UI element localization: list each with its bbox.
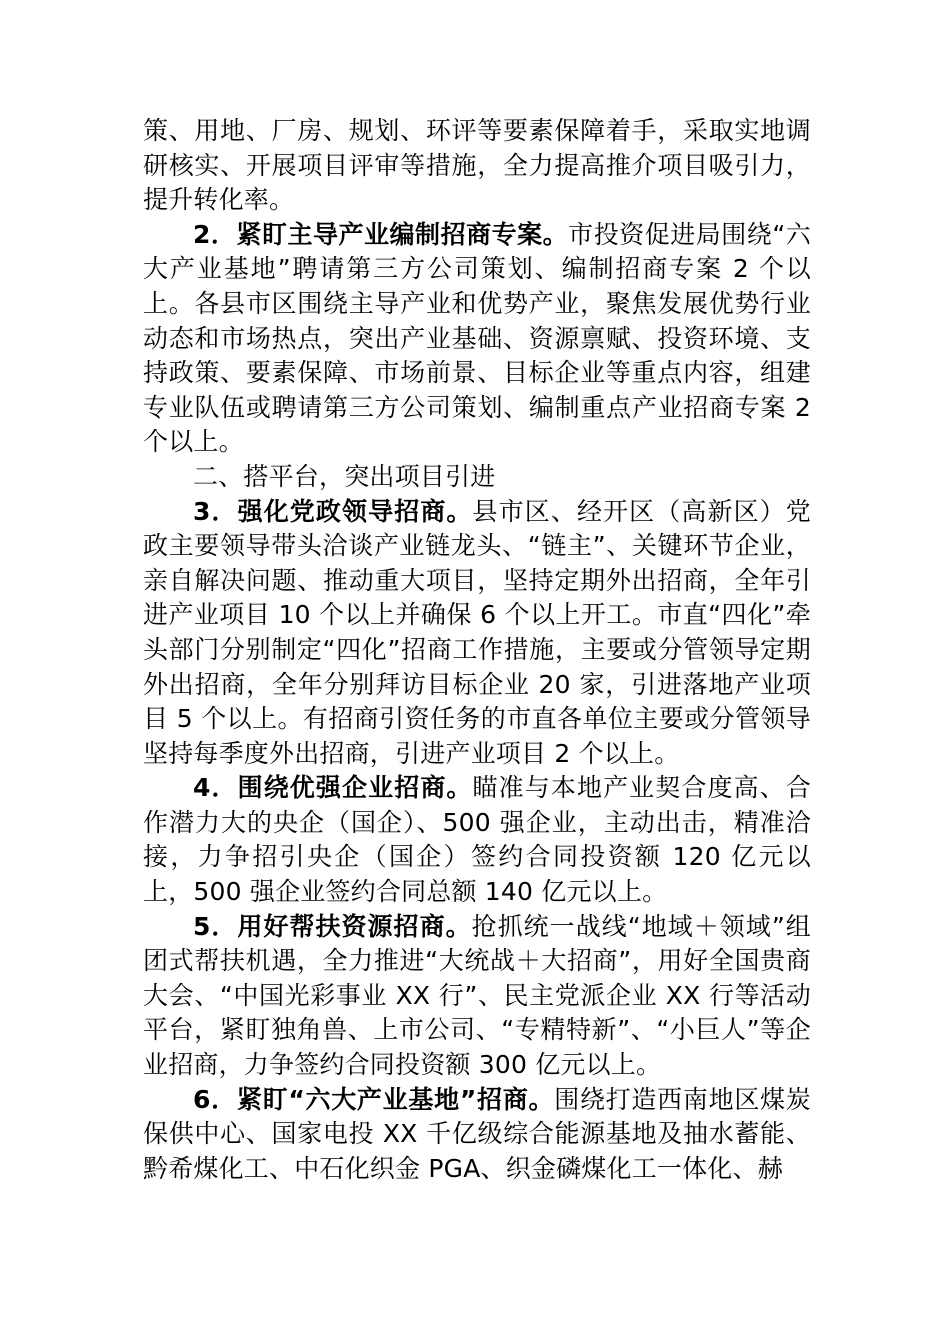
paragraph-continuation bbox=[143, 114, 811, 218]
section-heading-text: 二、搭平台，突出项目引进 bbox=[193, 461, 496, 491]
paragraph-text: 围绕打造西南地区煤炭保供中心、国家电投 XX 千亿级综合能源基地及抽水蓄能、黔希煤化工、中石化织金 PGA、织金磷煤化工一体化、赫 bbox=[143, 1084, 811, 1183]
paragraph-text: 瞄准与本地产业契合度高、合作潜力大的央企（国企）、500 强企业，主动出击，精准洽接，力争招引央企（国企）签约合同投资额 120 亿元以上，500 强企业签约合同总额 140 亿元以上。 bbox=[143, 773, 811, 907]
paragraph-heading: 3．强化党政领导招商。 bbox=[193, 496, 473, 526]
paragraph-heading: 5．用好帮扶资源招商。 bbox=[193, 911, 472, 941]
paragraph-heading: 4．围绕优强企业招商。 bbox=[193, 773, 473, 803]
document-body bbox=[143, 114, 811, 1186]
paragraph-text: 策、用地、厂房、规划、环评等要素保障着手，采取实地调研核实、开展项目评审等措施，全力提高推介项目吸引力，提升转化率。 bbox=[143, 116, 811, 215]
paragraph-item-5 bbox=[143, 910, 811, 1083]
paragraph-text: 县市区、经开区（高新区）党政主要领导带头洽谈产业链龙头、“链主”、关键环节企业，亲自解决问题、推动重大项目，坚持定期外出招商，全年引进产业项目 10 个以上并确保 6 个以上开工。市直“四化”牵头部门分别制定“四化”招商工作措施，主要或分管领导定期外出招商，全年分别拜访目标企业 20 家，引进落地产业项目 5 个以上。有招商引资任务的市直各单位主要或分管领导坚持每季度外出招商，引进产业项目 2 个以上。 bbox=[143, 496, 811, 768]
section-heading bbox=[143, 460, 811, 495]
paragraph-item-3 bbox=[143, 495, 811, 772]
paragraph-heading: 6．紧盯“六大产业基地”招商。 bbox=[193, 1084, 555, 1114]
paragraph-item-6 bbox=[143, 1083, 811, 1187]
paragraph-text: 市投资促进局围绕“六大产业基地”聘请第三方公司策划、编制招商专案 2 个以上。各县市区围绕主导产业和优势产业，聚焦发展优势行业动态和市场热点，突出产业基础、资源禀赋、投资环境、支持政策、要素保障、市场前景、目标企业等重点内容，组建专业队伍或聘请第三方公司策划、编制重点产业招商专案 2 个以上。 bbox=[143, 219, 811, 457]
paragraph-item-4 bbox=[143, 771, 811, 909]
paragraph-heading: 2．紧盯主导产业编制招商专案。 bbox=[193, 219, 569, 249]
paragraph-item-2 bbox=[143, 218, 811, 460]
paragraph-text: 抢抓统一战线“地域＋领域”组团式帮扶机遇，全力推进“大统战＋大招商”，用好全国贵商大会、“中国光彩事业 XX 行”、民主党派企业 XX 行等活动平台，紧盯独角兽、上市公司、“专精特新”、“小巨人”等企业招商，力争签约合同投资额 300 亿元以上。 bbox=[143, 911, 811, 1080]
